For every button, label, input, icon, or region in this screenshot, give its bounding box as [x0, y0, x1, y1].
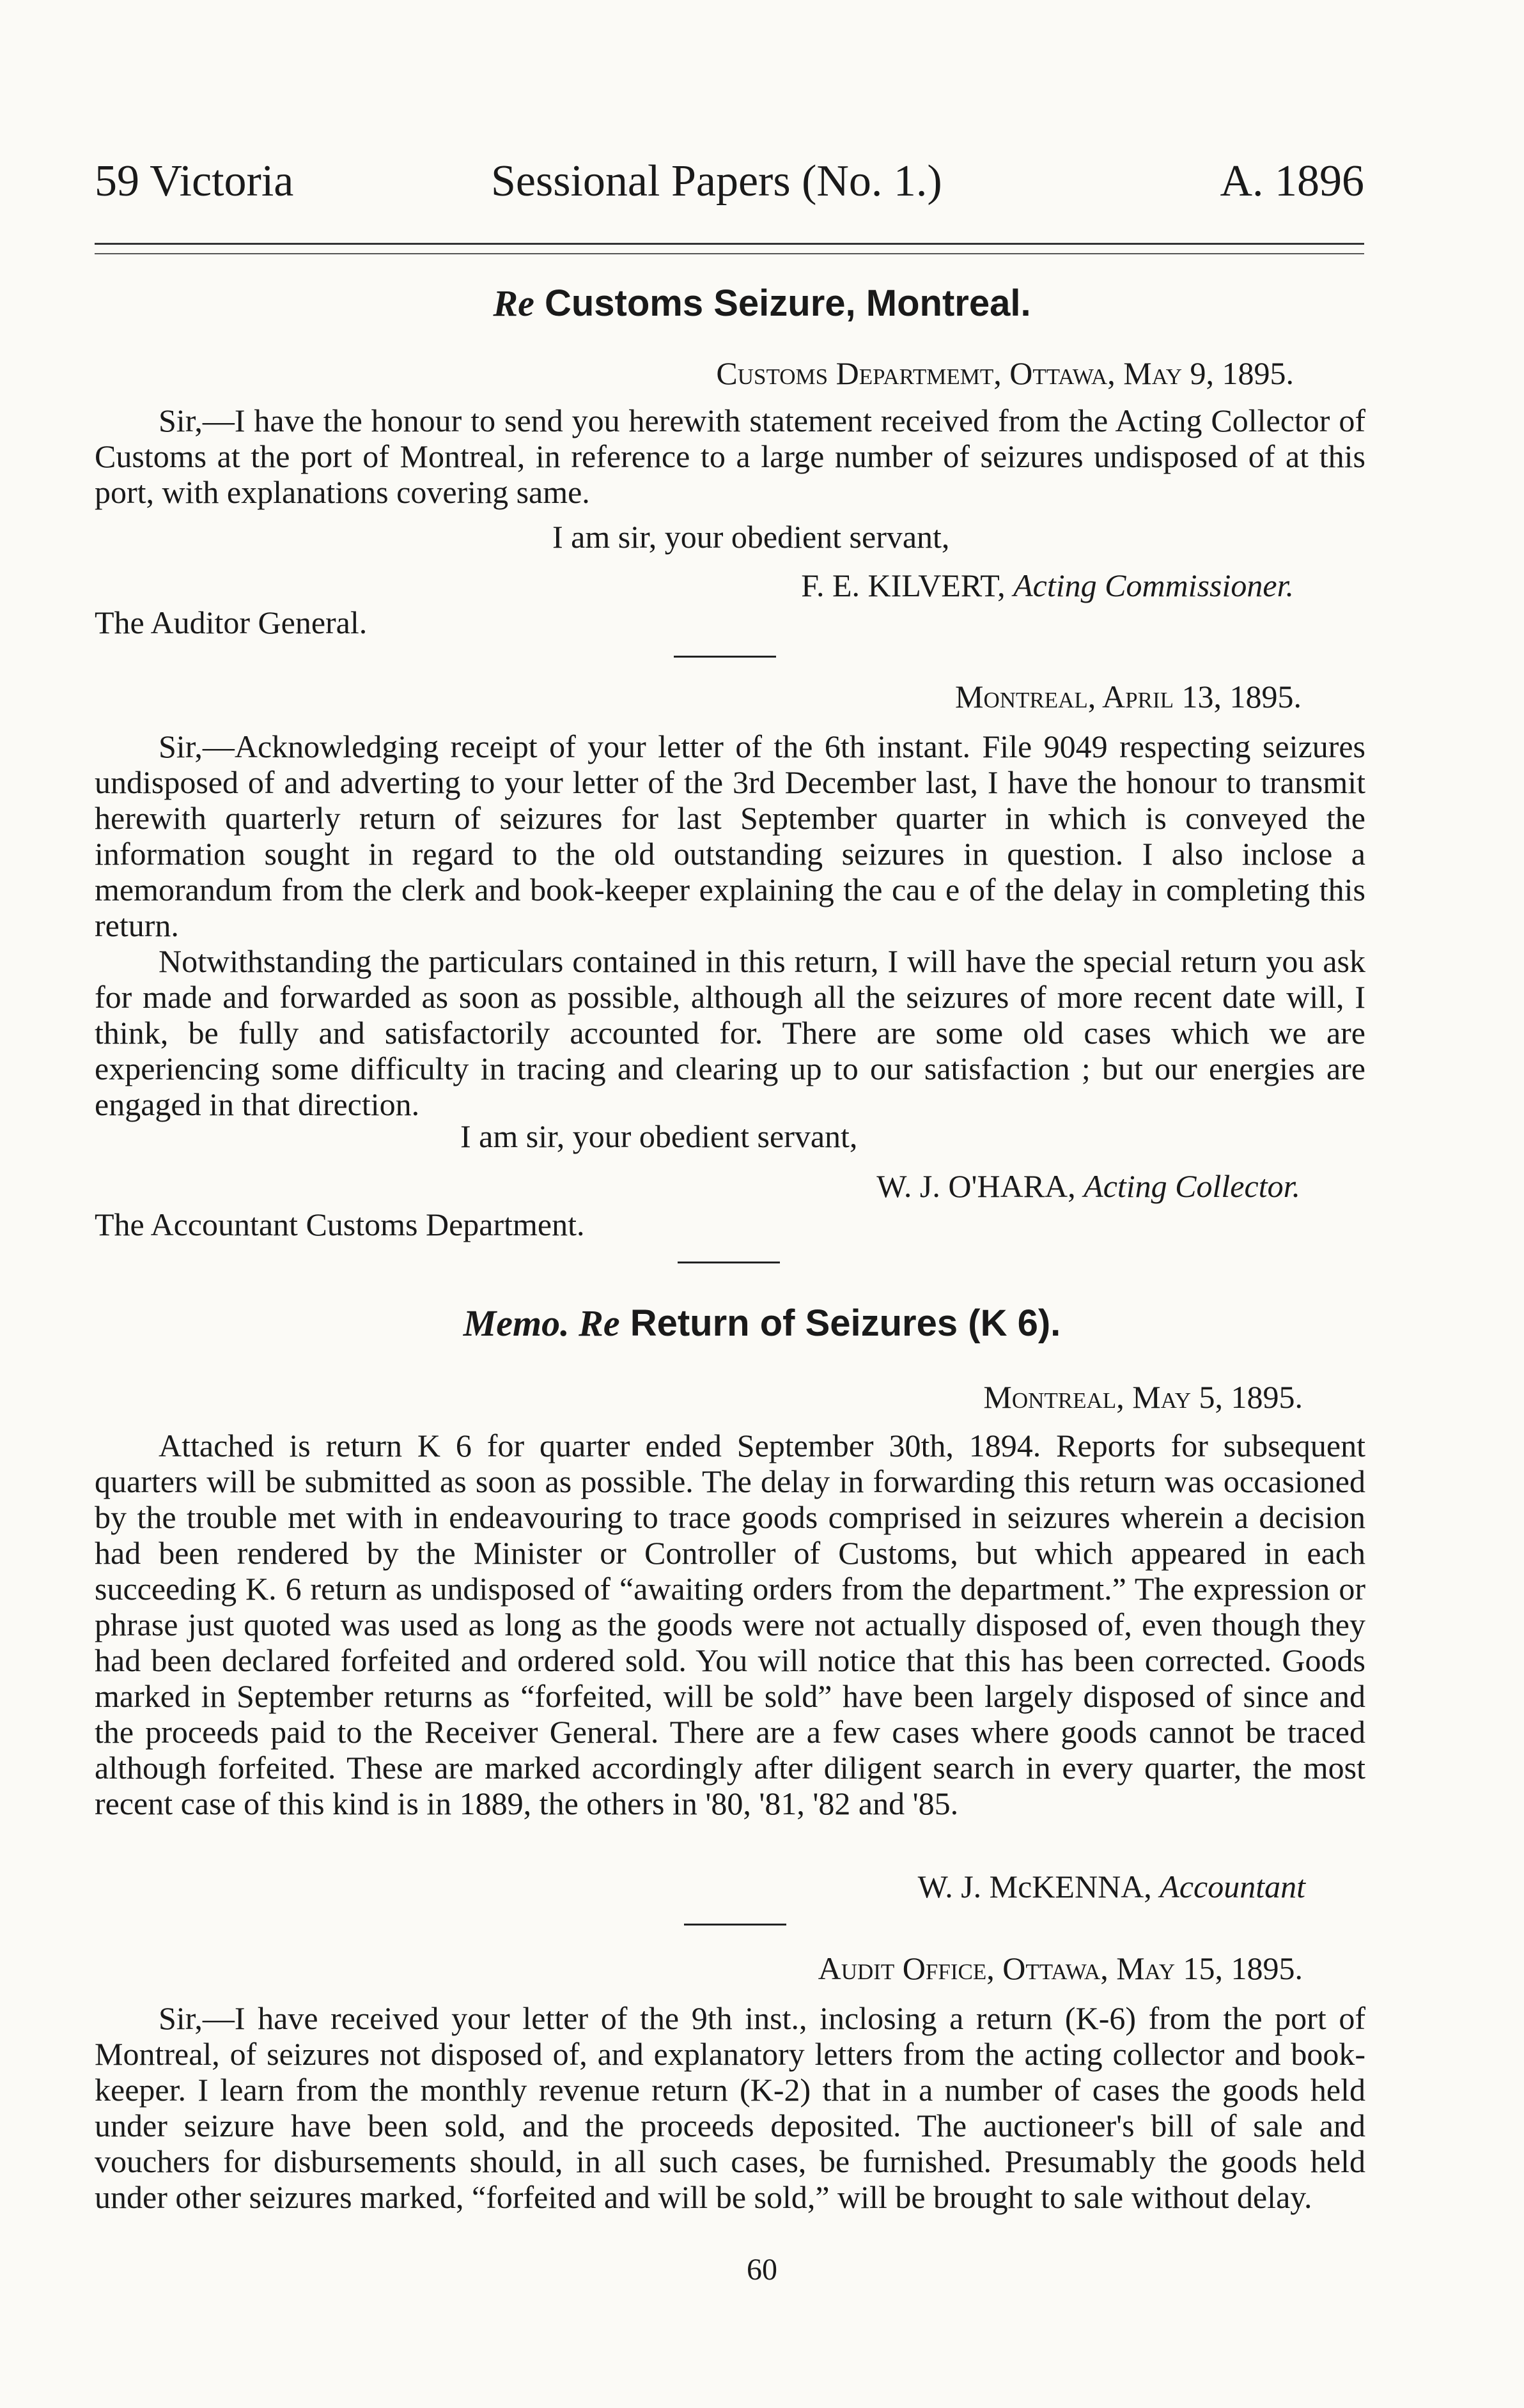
- title-text: Return of Seizures (K 6).: [630, 1302, 1061, 1344]
- paragraph: Sir,—Acknowledging receipt of your letter of the 6th instant. File 9049 respecting seizures undisposed of and adverting to your letter of the 3rd December last, I have the honour to transmit herewith quarterly return of seizures for last September quarter in which is conveyed the information sought in regard to the old outstanding seizures in question. I also inclose a memorandum from the clerk and book-keeper explaining the cau e of the delay in completing this return.: [95, 729, 1365, 943]
- paragraph: Attached is return K 6 for quarter ended September 30th, 1894. Reports for subsequent quarters will be submitted as soon as possible. The delay in forwarding this return was occasioned by the trouble met with in endeavouring to trace goods comprised in seizures wherein a decision had been rendered by the Minister or Controller of Customs, but which appeared in each succeeding K. 6 return as undisposed of “awaiting orders from the department.” The expression or phrase just quoted was used as long as the goods were not actually disposed of, even though they had been declared forfeited and ordered sold. You will notice that this has been corrected. Goods marked in September returns as “forfeited, will be sold” have been largely disposed of since and the proceeds paid to the Receiver General. There are a few cases where goods cannot be traced although forfeited. These are marked accordingly after diligent search in every quarter, the most recent case of this kind is in 1889, the others in '80, '81, '82 and '85.: [95, 1428, 1365, 1821]
- title-prefix: Re: [493, 282, 534, 324]
- signature: [801, 567, 1294, 603]
- dateline: Audit Office, Ottawa, May 15, 1895.: [818, 1950, 1303, 1986]
- closing: I am sir, your obedient servant,: [460, 1118, 858, 1154]
- header-year: A. 1896: [1220, 157, 1364, 206]
- dateline: Customs Departmemt, Ottawa, May 9, 1895.: [716, 355, 1294, 391]
- title-prefix: Memo. Re: [463, 1302, 620, 1344]
- title-text: Customs Seizure, Montreal.: [544, 282, 1031, 324]
- header-rule-secondary: [95, 253, 1364, 254]
- closing: I am sir, your obedient servant,: [552, 519, 950, 555]
- section-title-return-of-seizures: [0, 1301, 1524, 1346]
- page-number: 60: [747, 2253, 777, 2287]
- divider: [674, 656, 776, 658]
- dateline: [955, 679, 1302, 714]
- divider: [684, 1924, 786, 1926]
- paragraph: Sir,—I have the honour to send you herewith statement received from the Acting Collector of Customs at the port of Montreal, in reference to a large number of seizures undisposed of at this port, with explanations covering same.: [95, 403, 1365, 510]
- addressee: The Accountant Customs Department.: [95, 1207, 585, 1242]
- letter-body: [95, 729, 1365, 1122]
- letter-body: [95, 2000, 1365, 2215]
- running-head: [95, 156, 1364, 207]
- paragraph: Notwithstanding the particulars contained in this return, I will have the special return you ask for made and forwarded as soon as possible, although all the seizures of more recent date will, I think, be fully and satisfactorily accounted for. There are some old cases which we are experiencing some difficulty in tracing and clearing up to our satisfaction ; but our energies are engaged in that direction.: [95, 943, 1365, 1122]
- signature: [918, 1869, 1305, 1904]
- dateline-text: Montreal, April 13, 1895.: [955, 679, 1302, 714]
- header-title: Sessional Papers (No. 1.): [491, 157, 942, 206]
- signature-name: F. E. KILVERT,: [801, 567, 1006, 603]
- signature-title: Acting Commissioner.: [1013, 567, 1294, 603]
- header-volume: 59 Victoria: [95, 157, 294, 206]
- dateline: Montreal, May 5, 1895.: [983, 1379, 1303, 1415]
- signature-title: Accountant: [1160, 1869, 1305, 1904]
- signature-title: Acting Collector.: [1084, 1168, 1300, 1204]
- memo-body: [95, 1428, 1365, 1821]
- paragraph: Sir,—I have received your letter of the 9th inst., inclosing a return (K-6) from the port of Montreal, of seizures not disposed of, and explanatory letters from the acting collector and book-keeper. I learn from the monthly revenue return (K-2) that in a number of cases the goods held under seizure have been sold, and the proceeds deposited. The auctioneer's bill of sale and vouchers for disbursements should, in all such cases, be furnished. Presumably the goods held under other seizures marked, “forfeited and will be sold,” will be brought to sale without delay.: [95, 2000, 1365, 2215]
- signature-name: W. J. McKENNA,: [917, 1869, 1152, 1904]
- addressee: The Auditor General.: [95, 605, 368, 640]
- section-title-customs-seizure: [0, 281, 1524, 326]
- divider: [678, 1262, 780, 1263]
- letter-body: [95, 403, 1365, 510]
- signature-name: W. J. O'HARA,: [876, 1168, 1076, 1204]
- signature: [876, 1168, 1300, 1204]
- header-rule: [95, 243, 1364, 245]
